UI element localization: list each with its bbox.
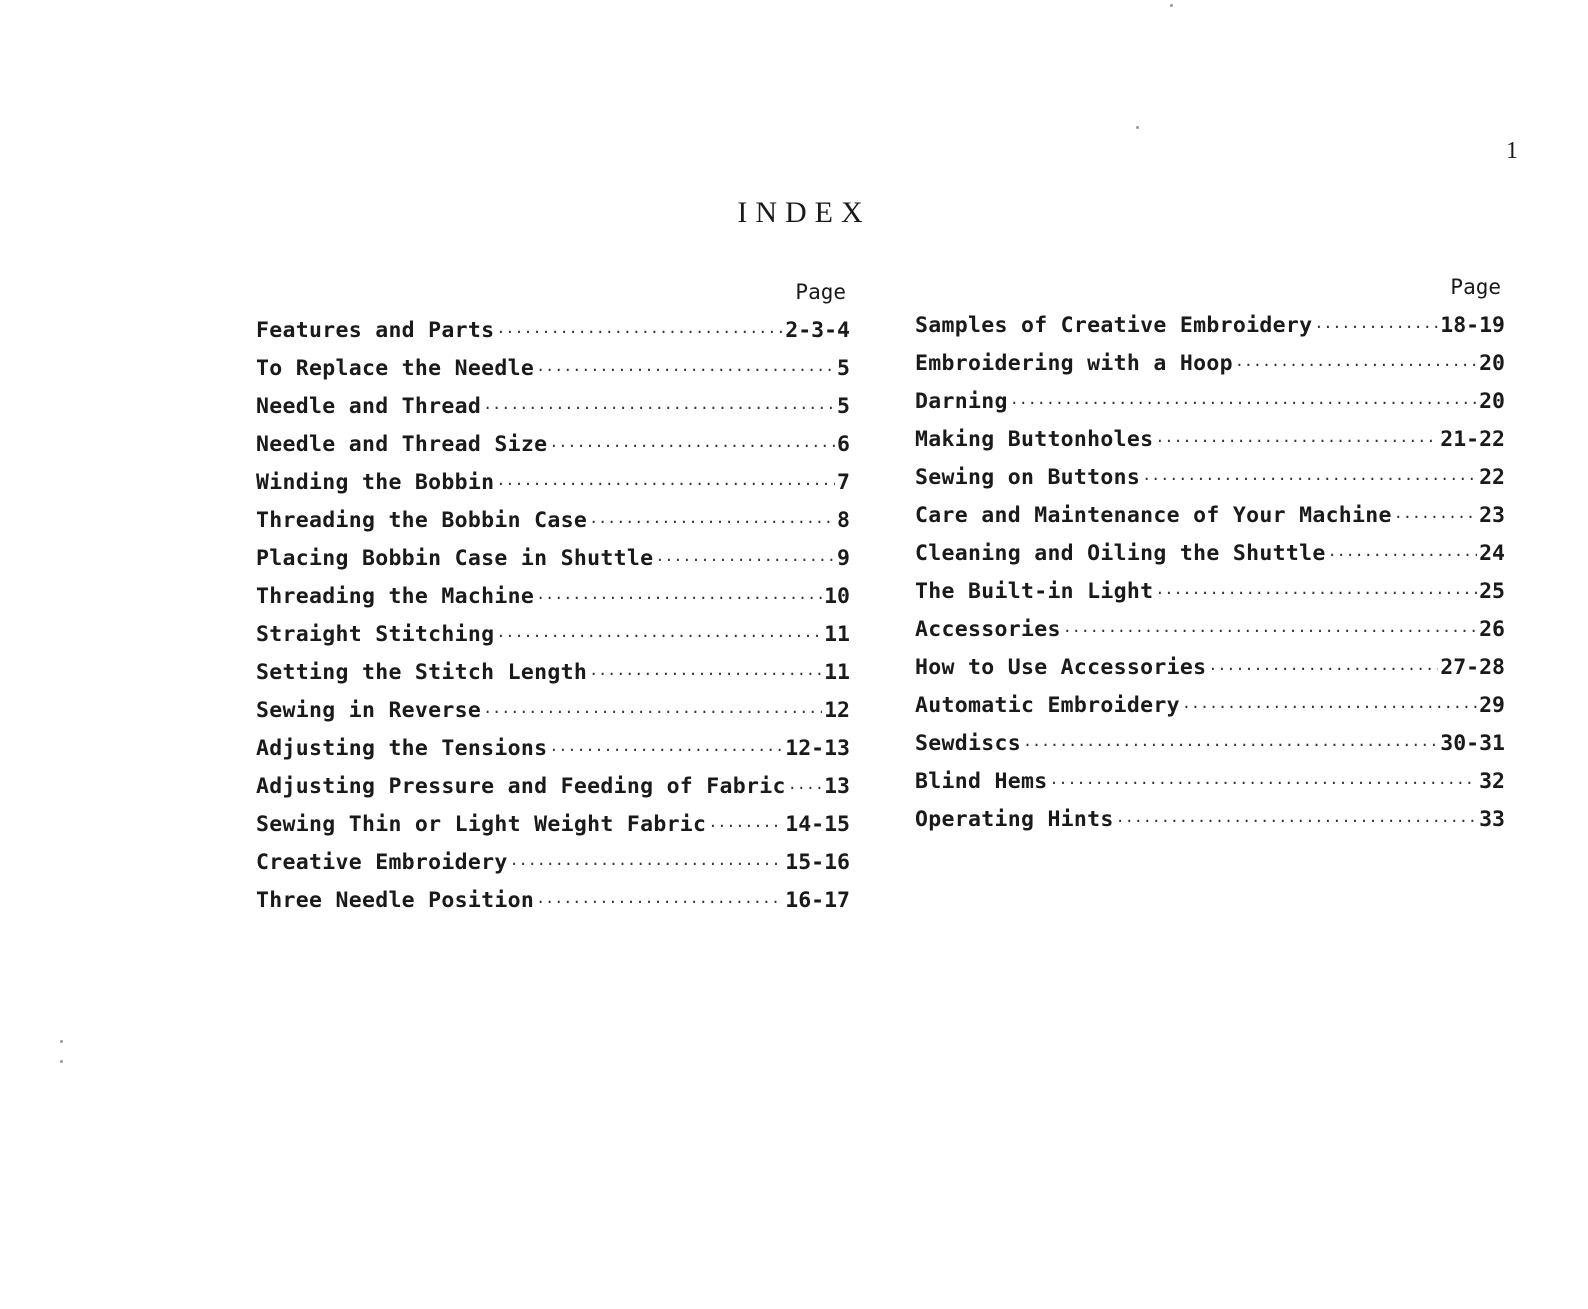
index-entry [915, 767, 1505, 805]
dot-leader [1155, 578, 1477, 608]
entry-page-number: 5 [837, 394, 850, 419]
entry-page-number: 20 [1479, 351, 1505, 376]
index-entry [915, 729, 1505, 767]
index-entry [256, 696, 850, 734]
dot-leader [1182, 692, 1477, 722]
entry-page-number: 16-17 [785, 888, 850, 913]
dot-leader [496, 621, 822, 651]
page-number: 1 [1506, 138, 1518, 164]
entry-page-number: 6 [837, 432, 850, 457]
dot-leader [483, 393, 835, 423]
dot-leader [1023, 730, 1438, 760]
dot-leader [655, 545, 835, 575]
index-entry [915, 349, 1505, 387]
dot-leader [496, 317, 783, 347]
dot-leader [496, 469, 835, 499]
dot-leader [1394, 502, 1477, 532]
index-entry [256, 544, 850, 582]
entry-page-number: 32 [1479, 769, 1505, 794]
index-entry [256, 886, 850, 924]
entry-page-number: 15-16 [785, 850, 850, 875]
dot-leader [1314, 312, 1438, 342]
entry-page-number: 29 [1479, 693, 1505, 718]
scan-speck [60, 1040, 63, 1043]
entry-page-number: 20 [1479, 389, 1505, 414]
entry-page-number: 23 [1479, 503, 1505, 528]
index-entry [256, 734, 850, 772]
entry-title: Placing Bobbin Case in Shuttle [256, 546, 654, 571]
entry-title: Threading the Bobbin Case [256, 508, 588, 533]
index-entry [915, 539, 1505, 577]
index-entry [256, 392, 850, 430]
scan-speck [1136, 126, 1139, 129]
dot-leader [1155, 426, 1438, 456]
entry-page-number: 2-3-4 [785, 318, 850, 343]
entry-title: Threading the Machine [256, 584, 535, 609]
index-entry [256, 430, 850, 468]
entry-page-number: 22 [1479, 465, 1505, 490]
entry-page-number: 14-15 [785, 812, 850, 837]
entry-title: Three Needle Position [256, 888, 535, 913]
index-entry [256, 810, 850, 848]
dot-leader [708, 811, 783, 841]
entry-page-number: 18-19 [1440, 313, 1505, 338]
entry-page-number: 11 [824, 660, 850, 685]
entry-title: Sewing on Buttons [915, 465, 1141, 490]
dot-leader [788, 773, 822, 803]
entry-title: Accessories [915, 617, 1061, 642]
index-entry [915, 387, 1505, 425]
index-entry [256, 506, 850, 544]
entry-page-number: 8 [837, 508, 850, 533]
entry-title: Needle and Thread [256, 394, 482, 419]
index-entry [915, 463, 1505, 501]
index-title: INDEX [737, 196, 871, 229]
dot-leader [1142, 464, 1477, 494]
dot-leader [589, 659, 822, 689]
entry-page-number: 24 [1479, 541, 1505, 566]
entry-title: To Replace the Needle [256, 356, 535, 381]
page-column-header: Page [1450, 275, 1501, 299]
entry-title: The Built-in Light [915, 579, 1154, 604]
dot-leader [536, 887, 783, 917]
index-entry [256, 582, 850, 620]
entry-page-number: 7 [837, 470, 850, 495]
entry-page-number: 9 [837, 546, 850, 571]
scan-speck [1170, 4, 1173, 7]
index-entry [256, 316, 850, 354]
dot-leader [536, 355, 835, 385]
entry-title: Adjusting Pressure and Feeding of Fabric [256, 774, 786, 799]
index-entry [915, 425, 1505, 463]
scan-speck [60, 1060, 63, 1063]
entry-page-number: 33 [1479, 807, 1505, 832]
entry-page-number: 25 [1479, 579, 1505, 604]
dot-leader [1208, 654, 1438, 684]
index-right-column [915, 273, 1505, 843]
entry-page-number: 27-28 [1440, 655, 1505, 680]
entry-title: Sewdiscs [915, 731, 1021, 756]
entry-title: Winding the Bobbin [256, 470, 495, 495]
index-entry [915, 653, 1505, 691]
entry-page-number: 26 [1479, 617, 1505, 642]
entry-page-number: 13 [824, 774, 850, 799]
entry-title: Making Buttonholes [915, 427, 1154, 452]
entry-title: Blind Hems [915, 769, 1048, 794]
entry-title: Automatic Embroidery [915, 693, 1180, 718]
entry-title: Samples of Creative Embroidery [915, 313, 1313, 338]
entry-title: Care and Maintenance of Your Machine [915, 503, 1392, 528]
entry-title: Embroidering with a Hoop [915, 351, 1233, 376]
entry-title: Sewing in Reverse [256, 698, 482, 723]
entry-title: Operating Hints [915, 807, 1114, 832]
dot-leader [1116, 806, 1477, 836]
dot-leader [1328, 540, 1478, 570]
entry-page-number: 12-13 [785, 736, 850, 761]
index-entry [256, 658, 850, 696]
dot-leader [510, 849, 784, 879]
left-entries [256, 316, 850, 924]
dot-leader [589, 507, 835, 537]
index-entry [256, 354, 850, 392]
index-entry [256, 468, 850, 506]
entry-title: Needle and Thread Size [256, 432, 548, 457]
entry-title: Straight Stitching [256, 622, 495, 647]
dot-leader [1049, 768, 1477, 798]
dot-leader [549, 431, 835, 461]
index-entry [915, 691, 1505, 729]
dot-leader [549, 735, 783, 765]
right-entries [915, 311, 1505, 843]
entry-title: Sewing Thin or Light Weight Fabric [256, 812, 707, 837]
index-entry [915, 805, 1505, 843]
dot-leader [1063, 616, 1477, 646]
entry-title: Features and Parts [256, 318, 495, 343]
entry-title: How to Use Accessories [915, 655, 1207, 680]
index-entry [915, 501, 1505, 539]
index-entry [915, 615, 1505, 653]
entry-title: Darning [915, 389, 1008, 414]
index-entry [256, 620, 850, 658]
entry-title: Cleaning and Oiling the Shuttle [915, 541, 1326, 566]
entry-title: Creative Embroidery [256, 850, 508, 875]
dot-leader [536, 583, 822, 613]
entry-page-number: 30-31 [1440, 731, 1505, 756]
index-entry [256, 772, 850, 810]
entry-page-number: 11 [824, 622, 850, 647]
dot-leader [483, 697, 822, 727]
dot-leader [1010, 388, 1477, 418]
index-left-column [256, 278, 850, 924]
entry-page-number: 10 [824, 584, 850, 609]
entry-page-number: 5 [837, 356, 850, 381]
page-column-header: Page [795, 280, 846, 304]
index-entry [915, 577, 1505, 615]
entry-page-number: 12 [824, 698, 850, 723]
entry-title: Adjusting the Tensions [256, 736, 548, 761]
index-entry [256, 848, 850, 886]
entry-title: Setting the Stitch Length [256, 660, 588, 685]
dot-leader [1235, 350, 1477, 380]
entry-page-number: 21-22 [1440, 427, 1505, 452]
index-entry [915, 311, 1505, 349]
